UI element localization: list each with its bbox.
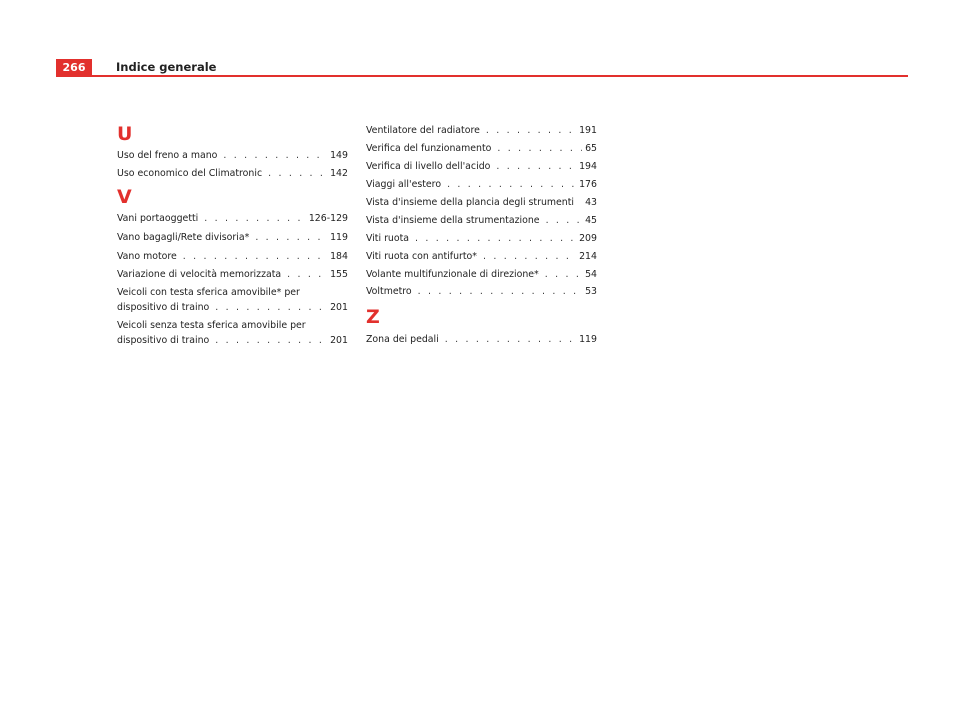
index-entry <box>366 141 597 156</box>
entry-page: 176 <box>579 179 597 190</box>
index-entry <box>117 148 348 163</box>
entry-text: Vista d'insieme della strumentazione <box>366 215 540 226</box>
dot-leader <box>215 300 327 315</box>
entry-page: 191 <box>579 125 597 136</box>
entry-page: 149 <box>330 150 348 161</box>
dot-leader <box>486 123 576 138</box>
dot-leader <box>183 249 327 264</box>
entry-text: Vano motore <box>117 251 177 262</box>
page-title: Indice generale <box>116 60 217 74</box>
entry-text: Variazione di velocità memorizzata <box>117 269 282 280</box>
entry-text: Viti ruota con antifurto* <box>366 251 477 262</box>
entry-text: Verifica del funzionamento <box>366 143 492 154</box>
entry-text: Veicoli senza testa sferica amovibile per <box>117 320 306 331</box>
dot-leader <box>255 230 327 245</box>
dot-leader <box>204 211 306 226</box>
dot-leader <box>415 231 576 246</box>
index-entry <box>117 318 348 348</box>
dot-leader <box>545 267 582 282</box>
index-entry <box>366 284 597 299</box>
header-rule <box>56 75 908 77</box>
entry-page: 155 <box>330 269 348 280</box>
entry-page: 194 <box>579 161 597 172</box>
dot-leader <box>287 267 327 282</box>
section-letter-v: V <box>117 186 132 208</box>
index-entry <box>117 230 348 245</box>
index-entry <box>366 195 597 210</box>
entry-page: 184 <box>330 251 348 262</box>
entry-page: 214 <box>579 251 597 262</box>
index-entry <box>366 123 597 138</box>
index-entry <box>366 231 597 246</box>
index-entry <box>117 285 348 315</box>
dot-leader <box>546 213 583 228</box>
section-letter-u: U <box>117 123 133 145</box>
entry-text: Viaggi all'estero <box>366 179 442 190</box>
entry-text: Volante multifunzionale di direzione* <box>366 269 539 280</box>
dot-leader <box>497 141 582 156</box>
entry-text: Uso del freno a mano <box>117 150 218 161</box>
entry-text: Viti ruota <box>366 233 410 244</box>
entry-text: Voltmetro <box>366 286 412 297</box>
page-number-badge: 266 <box>56 59 92 77</box>
index-entry <box>117 166 348 181</box>
dot-leader <box>445 332 576 347</box>
entry-text: Ventilatore del radiatore <box>366 125 480 136</box>
entry-text: Veicoli con testa sferica amovibile* per <box>117 287 300 298</box>
index-entry <box>117 267 348 282</box>
index-entry <box>366 332 597 347</box>
entry-text-cont: dispositivo di traino <box>117 335 210 346</box>
entry-page: 201 <box>330 302 348 313</box>
index-entry <box>366 267 597 282</box>
entry-page: 45 <box>585 215 597 226</box>
entry-text: Uso economico del Climatronic <box>117 168 263 179</box>
entry-page: 119 <box>330 232 348 243</box>
entry-page: 119 <box>579 334 597 345</box>
entry-page: 126-129 <box>308 213 348 224</box>
index-entry <box>366 249 597 264</box>
dot-leader <box>223 148 327 163</box>
index-entry <box>117 211 348 226</box>
entry-page: 65 <box>585 143 597 154</box>
section-letter-z: Z <box>366 306 380 328</box>
dot-leader <box>418 284 582 299</box>
entry-page: 53 <box>585 286 597 297</box>
entry-text: Vani portaoggetti <box>117 213 199 224</box>
entry-text-cont: dispositivo di traino <box>117 302 210 313</box>
entry-page: 54 <box>585 269 597 280</box>
entry-text: Verifica di livello dell'acido <box>366 161 491 172</box>
index-entry <box>366 177 597 192</box>
dot-leader <box>496 159 576 174</box>
index-entry <box>366 159 597 174</box>
entry-page: 209 <box>579 233 597 244</box>
dot-leader <box>483 249 576 264</box>
entry-text: Vano bagagli/Rete divisoria* <box>117 232 250 243</box>
entry-page: 43 <box>585 197 597 208</box>
entry-page: 201 <box>330 335 348 346</box>
entry-text: Vista d'insieme della plancia degli strumenti <box>366 197 575 208</box>
dot-leader <box>268 166 327 181</box>
index-entry <box>366 213 597 228</box>
dot-leader <box>447 177 576 192</box>
entry-page: 142 <box>330 168 348 179</box>
index-entry <box>117 249 348 264</box>
dot-leader <box>215 333 327 348</box>
entry-text: Zona dei pedali <box>366 334 439 345</box>
